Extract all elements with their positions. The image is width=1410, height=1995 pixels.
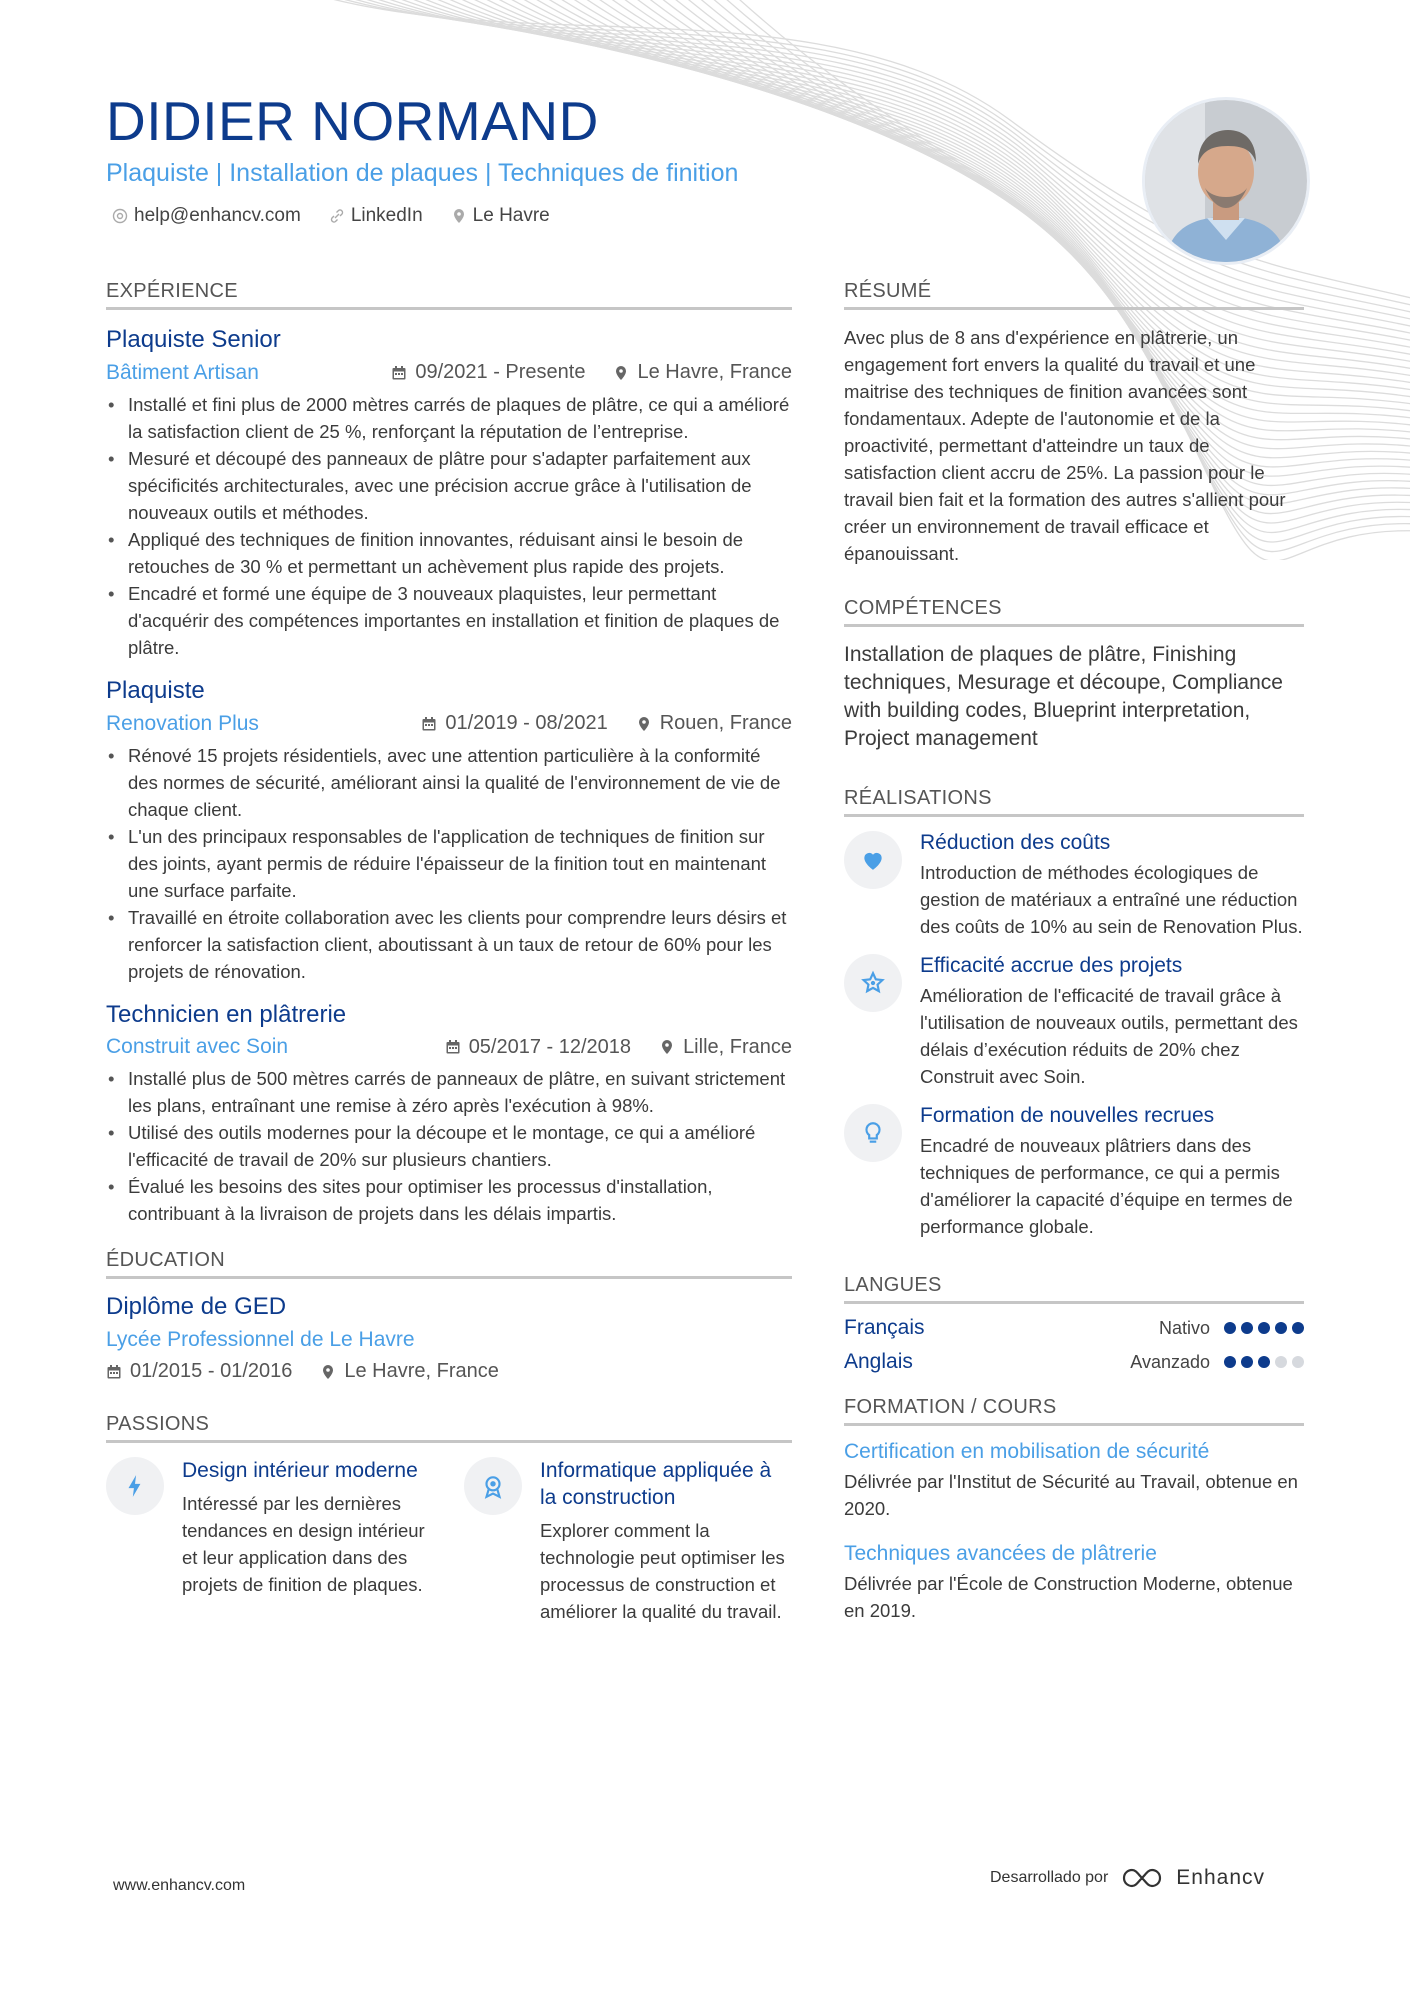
contact-bar — [112, 205, 550, 227]
summary-heading: RÉSUMÉ — [844, 280, 1304, 310]
email-contact[interactable] — [112, 205, 301, 227]
linkedin-text: LinkedIn — [350, 205, 423, 226]
job-bullet: • Installé plus de 500 mètres carrés de panneaux de plâtre, en suivant strictement les plans, entraînant une remise à zéro après l'exécution à 98%. — [128, 1065, 792, 1119]
education-entry — [106, 1293, 792, 1383]
school-name: Lycée Professionnel de Le Havre — [106, 1328, 415, 1352]
courses-heading: FORMATION / COURS — [844, 1396, 1304, 1426]
achievement-item — [844, 1104, 1304, 1240]
job-bullet: • Rénové 15 projets résidentiels, avec une attention particulière à la conformité des normes de sécurité, améliorant ainsi la qualité de l'environnement de vie de chaque client. — [128, 742, 792, 823]
footer-brand — [990, 1866, 1265, 1890]
lightbulb-icon — [860, 1120, 886, 1146]
rating-dot-filled — [1241, 1322, 1253, 1334]
language-level: Avanzado — [1130, 1351, 1210, 1372]
calendar-icon — [445, 1039, 461, 1055]
job-location: Le Havre, France — [637, 361, 792, 384]
at-icon — [112, 208, 128, 224]
skills-text: Installation de plaques de plâtre, Finishing techniques, Mesurage et découpe, Compliance with building codes, Blueprint interpretation, Project management — [844, 643, 1283, 750]
language-name: Anglais — [844, 1350, 913, 1373]
headline: Plaquiste | Installation de plaques | Techniques de finition — [106, 159, 739, 187]
achievement-title: Efficacité accrue des projets — [920, 954, 1183, 977]
job-bullet: • L'un des principaux responsables de l'application de techniques de finition sur des joints, ayant permis de réduire l'épaisseur de la finition tout en maintenant une surface parfaite. — [128, 823, 792, 904]
location-pin-icon — [613, 365, 629, 381]
award-icon — [480, 1473, 506, 1499]
link-icon — [329, 208, 345, 224]
calendar-icon — [391, 365, 407, 381]
course-item — [844, 1440, 1304, 1522]
bolt-icon-wrap — [106, 1457, 164, 1515]
job-title: Plaquiste — [106, 676, 205, 704]
rating-dot-empty — [1275, 1356, 1287, 1368]
rating-dot-filled — [1224, 1322, 1236, 1334]
job-bullet: • Encadré et formé une équipe de 3 nouveaux plaquistes, leur permettant d'acquérir des compétences importantes en installation et finition de plaques de plâtre. — [128, 580, 792, 661]
job-bullet: • Appliqué des techniques de finition innovantes, réduisant ainsi le besoin de retouches de 30 % et permettant un achèvement plus rapide des projets. — [128, 526, 792, 580]
location-pin-icon — [659, 1039, 675, 1055]
job-dates: 05/2017 - 12/2018 — [468, 1035, 632, 1058]
passion-title: Informatique appliquée à la construction — [540, 1459, 772, 1510]
job-bullet: • Mesuré et découpé des panneaux de plâtre pour s'adapter parfaitement aux spécificités architecturales, avec une précision accrue grâce à l'utilisation de nouveaux outils et méthodes. — [128, 445, 792, 526]
achievement-desc: Introduction de méthodes écologiques de gestion de matériaux a entraîné une réduction des coûts de 10% au sein de Renovation Plus. — [920, 862, 1303, 937]
passion-item — [106, 1457, 434, 1625]
job-location: Lille, France — [683, 1035, 792, 1058]
job-bullet: • Installé et fini plus de 2000 mètres carrés de plaques de plâtre, ce qui a amélioré la satisfaction client de 25 %, renforçant la réputation de l’entreprise. — [128, 391, 792, 445]
right-column — [844, 280, 1304, 1624]
brand-name: Enhancv — [1176, 1866, 1266, 1889]
job-title: Technicien en plâtrerie — [106, 1000, 347, 1028]
achievement-desc: Amélioration de l'efficacité de travail grâce à l'utilisation de nouveaux outils, permettant des délais d’exécution réduits de 20% chez Construit avec Soin. — [920, 985, 1298, 1087]
language-row — [844, 1350, 1304, 1374]
heart-icon — [860, 847, 886, 873]
calendar-icon — [106, 1364, 122, 1380]
portrait-illustration — [1145, 100, 1307, 262]
passion-desc: Intéressé par les dernières tendances en design intérieur et leur application dans des projets de finition de plaques. — [182, 1493, 425, 1596]
language-rating — [1224, 1322, 1304, 1334]
job-entry — [106, 677, 792, 985]
star-icon-wrap — [844, 954, 902, 1012]
rating-dot-filled — [1258, 1322, 1270, 1334]
job-entry — [106, 1001, 792, 1228]
profile-photo — [1142, 97, 1310, 265]
language-row — [844, 1316, 1304, 1340]
course-title: Certification en mobilisation de sécurité — [844, 1440, 1210, 1463]
rating-dot-filled — [1258, 1356, 1270, 1368]
rating-dot-filled — [1275, 1322, 1287, 1334]
bolt-icon — [122, 1473, 148, 1499]
job-title: Plaquiste Senior — [106, 326, 281, 353]
award-icon-wrap — [464, 1457, 522, 1515]
left-column — [106, 280, 792, 1625]
footer-website[interactable]: www.enhancv.com — [113, 1877, 246, 1894]
education-heading: ÉDUCATION — [106, 1249, 792, 1279]
summary-text: Avec plus de 8 ans d'expérience en plâtrerie, un engagement fort envers la qualité du travail et une maitrise des techniques de finition avancées sont fondamentaux. Adepte de l'autonomie et de la proactivité, permettant d'atteindre un taux de satisfaction client accru de 25%. La passion pour le travail bien fait et la formation des autres s'allient pour créer un environnement de travail efficace et épanouissant. — [844, 327, 1286, 564]
email-text: help@enhancv.com — [134, 205, 301, 226]
location-pin-icon — [636, 716, 652, 732]
education-location: Le Havre, France — [344, 1360, 499, 1383]
language-level: Nativo — [1158, 1317, 1210, 1338]
skills-heading: COMPÉTENCES — [844, 597, 1304, 627]
job-bullet: • Évalué les besoins des sites pour optimiser les processus d'installation, contribuant à la livraison de projets dans les délais impartis. — [128, 1173, 792, 1227]
company-name: Renovation Plus — [106, 711, 259, 735]
passions-heading: PASSIONS — [106, 1413, 792, 1443]
location-text: Le Havre — [472, 205, 550, 226]
calendar-icon — [421, 716, 437, 732]
job-location: Rouen, France — [659, 712, 792, 735]
job-bullet: • Travaillé en étroite collaboration avec les clients pour comprendre leurs désirs et renforcer la satisfaction client, aboutissant à un taux de retour de 60% pour les projets de rénovation. — [128, 904, 792, 985]
language-name: Français — [844, 1316, 925, 1339]
location-pin-icon — [451, 208, 467, 224]
job-dates: 09/2021 - Presente — [415, 361, 586, 384]
rating-dot-filled — [1241, 1356, 1253, 1368]
job-entry — [106, 326, 792, 661]
languages-heading: LANGUES — [844, 1274, 1304, 1304]
passion-title: Design intérieur moderne — [182, 1459, 418, 1483]
rating-dot-empty — [1292, 1356, 1304, 1368]
course-desc: Délivrée par l'Institut de Sécurité au Travail, obtenue en 2020. — [844, 1471, 1298, 1519]
heart-icon-wrap — [844, 831, 902, 889]
achievement-title: Formation de nouvelles recrues — [920, 1104, 1215, 1127]
achievements-heading: RÉALISATIONS — [844, 787, 1304, 817]
location-contact — [451, 205, 550, 227]
lightbulb-icon-wrap — [844, 1104, 902, 1162]
company-name: Construit avec Soin — [106, 1035, 289, 1059]
company-name: Bâtiment Artisan — [106, 360, 259, 384]
job-bullet: • Utilisé des outils modernes pour la découpe et le montage, ce qui a amélioré l'efficacité de travail de 20% sur plusieurs chantiers. — [128, 1119, 792, 1173]
achievement-desc: Encadré de nouveaux plâtriers dans des techniques de performance, ce qui a permis d'améliorer la capacité d’équipe en termes de performance globale. — [920, 1135, 1293, 1237]
linkedin-contact[interactable] — [329, 205, 423, 227]
achievement-item — [844, 954, 1304, 1090]
passions-list — [106, 1457, 792, 1625]
location-pin-icon — [320, 1364, 336, 1380]
rating-dot-filled — [1292, 1322, 1304, 1334]
candidate-name: DIDIER NORMAND — [106, 90, 599, 152]
course-title: Techniques avancées de plâtrerie — [844, 1542, 1157, 1565]
rating-dot-filled — [1224, 1356, 1236, 1368]
passion-desc: Explorer comment la technologie peut optimiser les processus de construction et améliorer la qualité du travail. — [540, 1520, 785, 1623]
achievement-item — [844, 831, 1304, 940]
degree: Diplôme de GED — [106, 1293, 287, 1321]
job-dates: 01/2019 - 08/2021 — [445, 712, 608, 735]
education-dates: 01/2015 - 01/2016 — [130, 1360, 293, 1383]
achievement-title: Réduction des coûts — [920, 831, 1111, 854]
passion-item — [464, 1457, 792, 1625]
star-icon — [860, 970, 886, 996]
language-rating — [1224, 1356, 1304, 1368]
course-item — [844, 1542, 1304, 1624]
course-desc: Délivrée par l'École de Construction Moderne, obtenue en 2019. — [844, 1573, 1293, 1621]
powered-by-text: Desarrollado por — [990, 1869, 1109, 1886]
enhancv-logo-icon — [1120, 1866, 1164, 1890]
experience-heading: EXPÉRIENCE — [106, 280, 792, 310]
